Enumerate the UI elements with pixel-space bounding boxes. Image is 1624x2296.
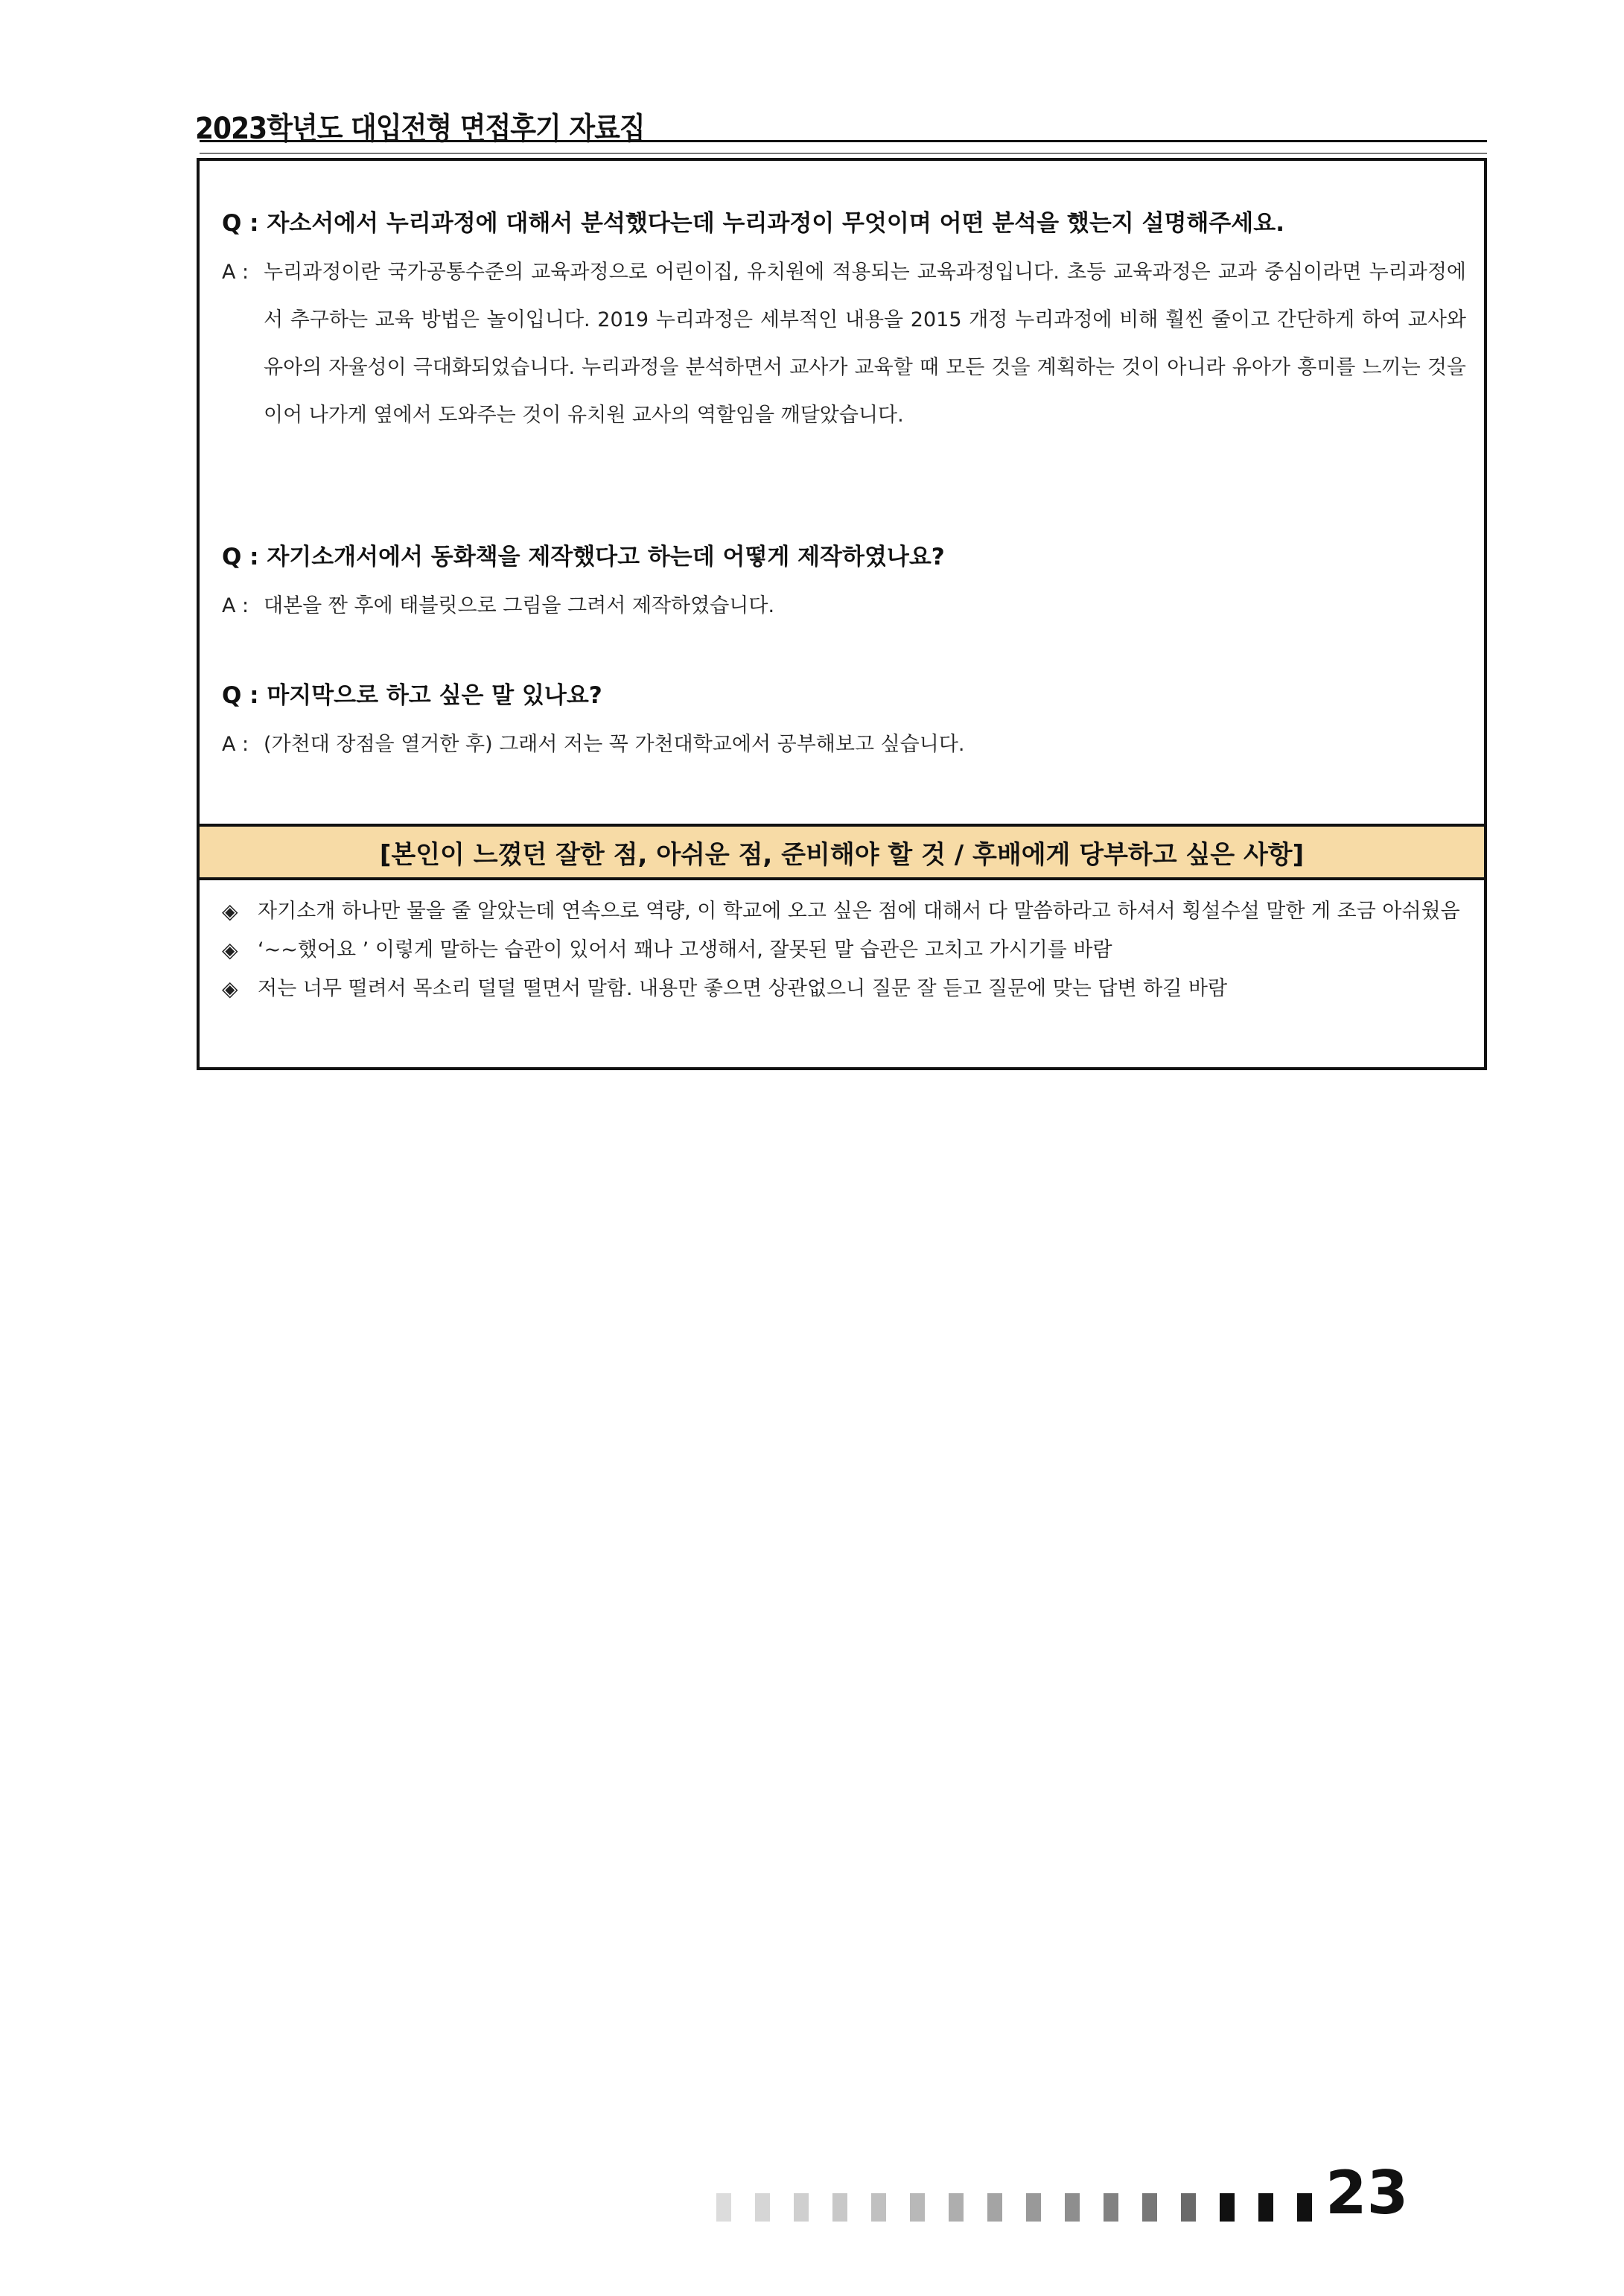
footer-bar	[755, 2193, 770, 2222]
header-rule-secondary	[200, 153, 1487, 154]
tips-section-header: [본인이 느꼈던 잘한 점, 아쉬운 점, 준비해야 할 것 / 후배에게 당부하고 싶은 사항]	[200, 824, 1484, 880]
answer	[222, 582, 1466, 630]
footer-bar	[871, 2193, 886, 2222]
answer-text: 대본을 짠 후에 태블릿으로 그림을 그려서 제작하였습니다.	[264, 594, 775, 617]
diamond-bullet-icon: ◈	[222, 976, 238, 1001]
list-item	[222, 892, 1466, 931]
answer-text: 누리과정이란 국가공통수준의 교육과정으로 어린이집, 유치원에 적용되는 교육과정입니다. 초등 교육과정은 교과 중심이라면 누리과정에서 추구하는 교육 방법은 놀이입니다. 2019 누리과정은 세부적인 내용을 2015 개정 누리과정에 비해 훨씬 줄이고 간단하게 하여 교사와 유아의 자율성이 극대화되었습니다. 누리과정을 분석하면서 교사가 교육할 때 모든 것을 계획하는 것이 아니라 유아가 흥미를 느끼는 것을 이어 나가게 옆에서 도와주는 것이 유치원 교사의 역할임을 깨달았습니다.	[264, 261, 1466, 427]
answer	[222, 249, 1466, 439]
answer-label: A :	[222, 733, 249, 756]
footer-bar	[949, 2193, 964, 2222]
answer-label: A :	[222, 594, 249, 617]
footer-bar	[1142, 2193, 1157, 2222]
footer-bar	[987, 2193, 1002, 2222]
footer-bar	[1065, 2193, 1080, 2222]
diamond-bullet-icon: ◈	[222, 899, 238, 923]
header-rule	[200, 140, 1487, 142]
tip-text: 저는 너무 떨려서 목소리 덜덜 떨면서 말함. 내용만 좋으면 상관없으니 질문 잘 듣고 질문에 맞는 답변 하길 바람	[258, 977, 1228, 1000]
qa-item-1	[222, 207, 1466, 439]
footer-bar	[1026, 2193, 1041, 2222]
footer-bar	[716, 2193, 731, 2222]
tips-list	[222, 892, 1466, 1008]
footer-bar	[1104, 2193, 1118, 2222]
answer-text: (가천대 장점을 열거한 후) 그래서 저는 꼭 가천대학교에서 공부해보고 싶습니다.	[264, 733, 965, 756]
answer-label: A :	[222, 261, 249, 284]
question: Q : 마지막으로 하고 싶은 말 있나요?	[222, 682, 602, 709]
page-number: 23	[1325, 2158, 1409, 2227]
content-frame	[197, 158, 1487, 1070]
tip-text: ‘~~했어요 ’ 이렇게 말하는 습관이 있어서 꽤나 고생해서, 잘못된 말 습관은 고치고 가시기를 바람	[258, 938, 1112, 961]
footer-bar	[1297, 2193, 1312, 2222]
header-title: 2023학년도 대입전형 면접후기 자료집	[195, 112, 645, 146]
question: Q : 자기소개서에서 동화책을 제작했다고 하는데 어떻게 제작하였나요?	[222, 544, 945, 570]
diamond-bullet-icon: ◈	[222, 938, 238, 962]
question: Q : 자소서에서 누리과정에 대해서 분석했다는데 누리과정이 무엇이며 어떤 분석을 했는지 설명해주세요.	[222, 210, 1284, 237]
answer	[222, 721, 1466, 769]
qa-item-2	[222, 541, 1466, 630]
footer-bar	[1220, 2193, 1235, 2222]
footer-bar	[1258, 2193, 1273, 2222]
footer-bar	[794, 2193, 809, 2222]
qa-item-3	[222, 679, 1466, 769]
footer-bar-strip	[716, 2184, 1336, 2231]
list-item	[222, 970, 1466, 1008]
tip-text: 자기소개 하나만 물을 줄 알았는데 연속으로 역량, 이 학교에 오고 싶은 점에 대해서 다 말씀하라고 하셔서 횡설수설 말한 게 조금 아쉬웠음	[258, 900, 1460, 923]
footer-bar	[832, 2193, 847, 2222]
footer-bar	[910, 2193, 925, 2222]
list-item	[222, 931, 1466, 970]
footer-bar	[1181, 2193, 1196, 2222]
